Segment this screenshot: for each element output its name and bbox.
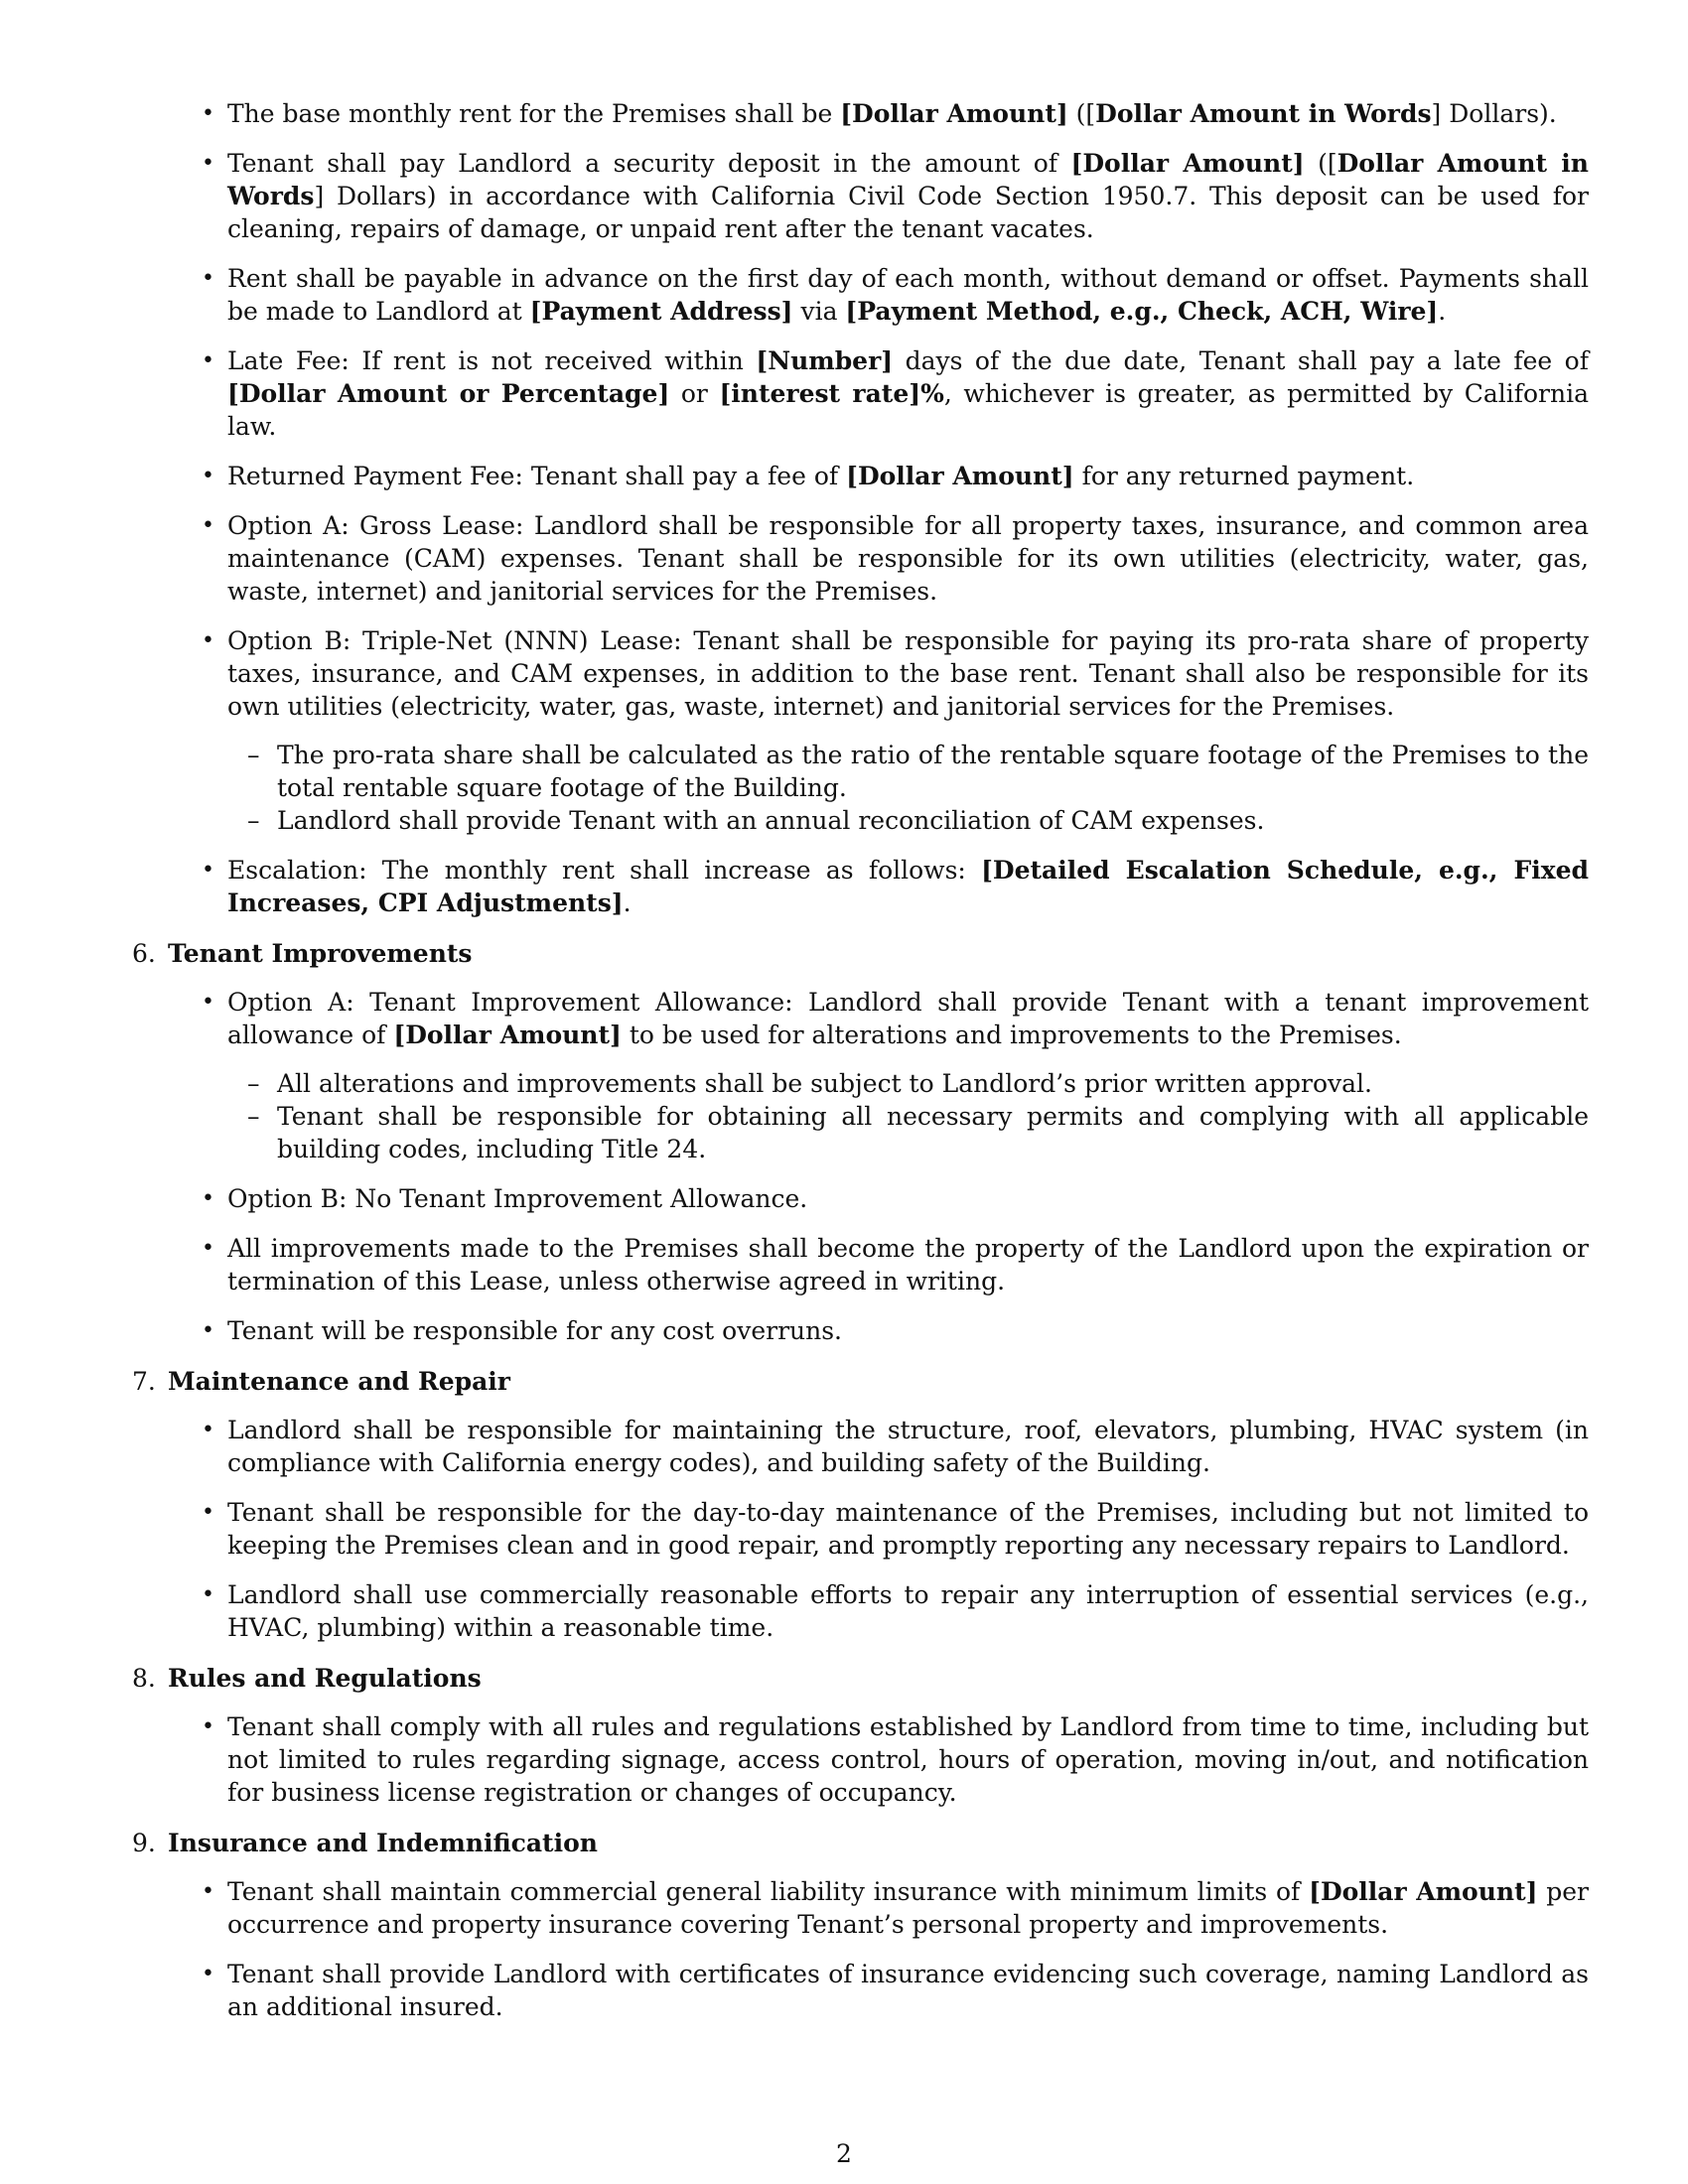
list-item: • Tenant shall comply with all rules and regulations established by Landlord from time to time, including but not limited to rules regarding signage, access control, hours of operation, moving in/out, and notification for business license registration or changes of occupancy. xyxy=(227,1710,1589,1809)
page-number: 2 xyxy=(836,2139,852,2168)
list-item: • Rent shall be payable in advance on the first day of each month, without demand or offset. Payments shall be made to Landlord at [Payment Address] via [Payment Method, e.g., Check, ACH, Wire]. xyxy=(227,262,1589,328)
sub-list-item: – All alterations and improvements shall be subject to Landlord’s prior written approval. xyxy=(277,1067,1589,1100)
section-number: 9. xyxy=(132,1829,156,1857)
list-item: • Landlord shall be responsible for maintaining the structure, roof, elevators, plumbing, HVAC system (in compliance with California energy codes), and building safety of the Building. xyxy=(227,1414,1589,1479)
section-heading xyxy=(132,1827,1589,1859)
section-number: 6. xyxy=(132,939,156,968)
list-item: • Late Fee: If rent is not received within [Number] days of the due date, Tenant shall pay a late fee of [Dollar Amount or Percentage] or [interest rate]%, whichever is greater, as permitted by California law. xyxy=(227,344,1589,443)
section-title: Maintenance and Repair xyxy=(168,1367,510,1396)
list-item: • Escalation: The monthly rent shall increase as follows: [Detailed Escalation Schedule, e.g., Fixed Increases, CPI Adjustments]. xyxy=(227,854,1589,919)
section-number: 8. xyxy=(132,1664,156,1693)
sub-list-item: – The pro-rata share shall be calculated as the ratio of the rentable square footage of the Premises to the total rentable square footage of the Building. xyxy=(277,739,1589,804)
section-bullet-list xyxy=(132,1414,1589,1644)
list-item: • Option B: No Tenant Improvement Allowance. xyxy=(227,1182,1589,1215)
sub-list-item: – Tenant shall be responsible for obtaining all necessary permits and complying with all applicable building codes, including Title 24. xyxy=(277,1100,1589,1165)
list-item: • The base monthly rent for the Premises shall be [Dollar Amount] ([Dollar Amount in Words] Dollars). xyxy=(227,97,1589,130)
list-item: • Option B: Triple-Net (NNN) Lease: Tenant shall be responsible for paying its pro-rata share of property taxes, insurance, and CAM expenses, in addition to the base rent. Tenant shall also be responsible for its own utilities (electricity, water, gas, waste, internet) and janitorial services for the Premises. – The pro-rata share shall be calculated as the ratio of the rentable square footage of the Premises to the total rentable square footage of the Building. – Landlord shall provide Tenant with an annual reconciliation of CAM expenses. xyxy=(227,624,1589,837)
list-item: • Tenant will be responsible for any cost overruns. xyxy=(227,1314,1589,1347)
section-bullet-list xyxy=(132,986,1589,1347)
list-item: • Tenant shall pay Landlord a security deposit in the amount of [Dollar Amount] ([Dollar Amount in Words] Dollars) in accordance with California Civil Code Section 1950.7. This deposit can be used for cleaning, repairs of damage, or unpaid rent after the tenant vacates. xyxy=(227,147,1589,245)
section-heading xyxy=(132,1662,1589,1695)
list-item: • Tenant shall maintain commercial general liability insurance with minimum limits of [Dollar Amount] per occurrence and property insurance covering Tenant’s personal property and improvements. xyxy=(227,1875,1589,1941)
section-title: Tenant Improvements xyxy=(168,939,473,968)
list-item: • Tenant shall provide Landlord with certificates of insurance evidencing such coverage, naming Landlord as an additional insured. xyxy=(227,1958,1589,2023)
list-item: • Option A: Gross Lease: Landlord shall be responsible for all property taxes, insurance, and common area maintenance (CAM) expenses. Tenant shall be responsible for its own utilities (electricity, water, gas, waste, internet) and janitorial services for the Premises. xyxy=(227,509,1589,608)
section-number: 7. xyxy=(132,1367,156,1396)
sub-list-item: – Landlord shall provide Tenant with an annual reconciliation of CAM expenses. xyxy=(277,804,1589,837)
list-item: • All improvements made to the Premises shall become the property of the Landlord upon the expiration or termination of this Lease, unless otherwise agreed in writing. xyxy=(227,1232,1589,1297)
list-item: • Option A: Tenant Improvement Allowance: Landlord shall provide Tenant with a tenant improvement allowance of [Dollar Amount] to be used for alterations and improvements to the Premises. – All alterations and improvements shall be subject to Landlord’s prior written approval. – Tenant shall be responsible for obtaining all necessary permits and complying with all applicable building codes, including Title 24. xyxy=(227,986,1589,1165)
list-item: • Landlord shall use commercially reasonable efforts to repair any interruption of essential services (e.g., HVAC, plumbing) within a reasonable time. xyxy=(227,1578,1589,1644)
page-content xyxy=(132,97,1589,2040)
list-item: • Tenant shall be responsible for the day-to-day maintenance of the Premises, including but not limited to keeping the Premises clean and in good repair, and promptly reporting any necessary repairs to Landlord. xyxy=(227,1496,1589,1562)
section-title: Rules and Regulations xyxy=(168,1664,482,1693)
section-heading xyxy=(132,1365,1589,1398)
sub-list xyxy=(227,1067,1589,1165)
section-bullet-list xyxy=(132,1710,1589,1809)
section-bullet-list xyxy=(132,1875,1589,2023)
list-item: • Returned Payment Fee: Tenant shall pay a fee of [Dollar Amount] for any returned payment. xyxy=(227,460,1589,492)
section-title: Insurance and Indemnification xyxy=(168,1829,598,1857)
rent-bullet-list xyxy=(132,97,1589,919)
sub-list xyxy=(227,739,1589,837)
section-heading xyxy=(132,937,1589,970)
